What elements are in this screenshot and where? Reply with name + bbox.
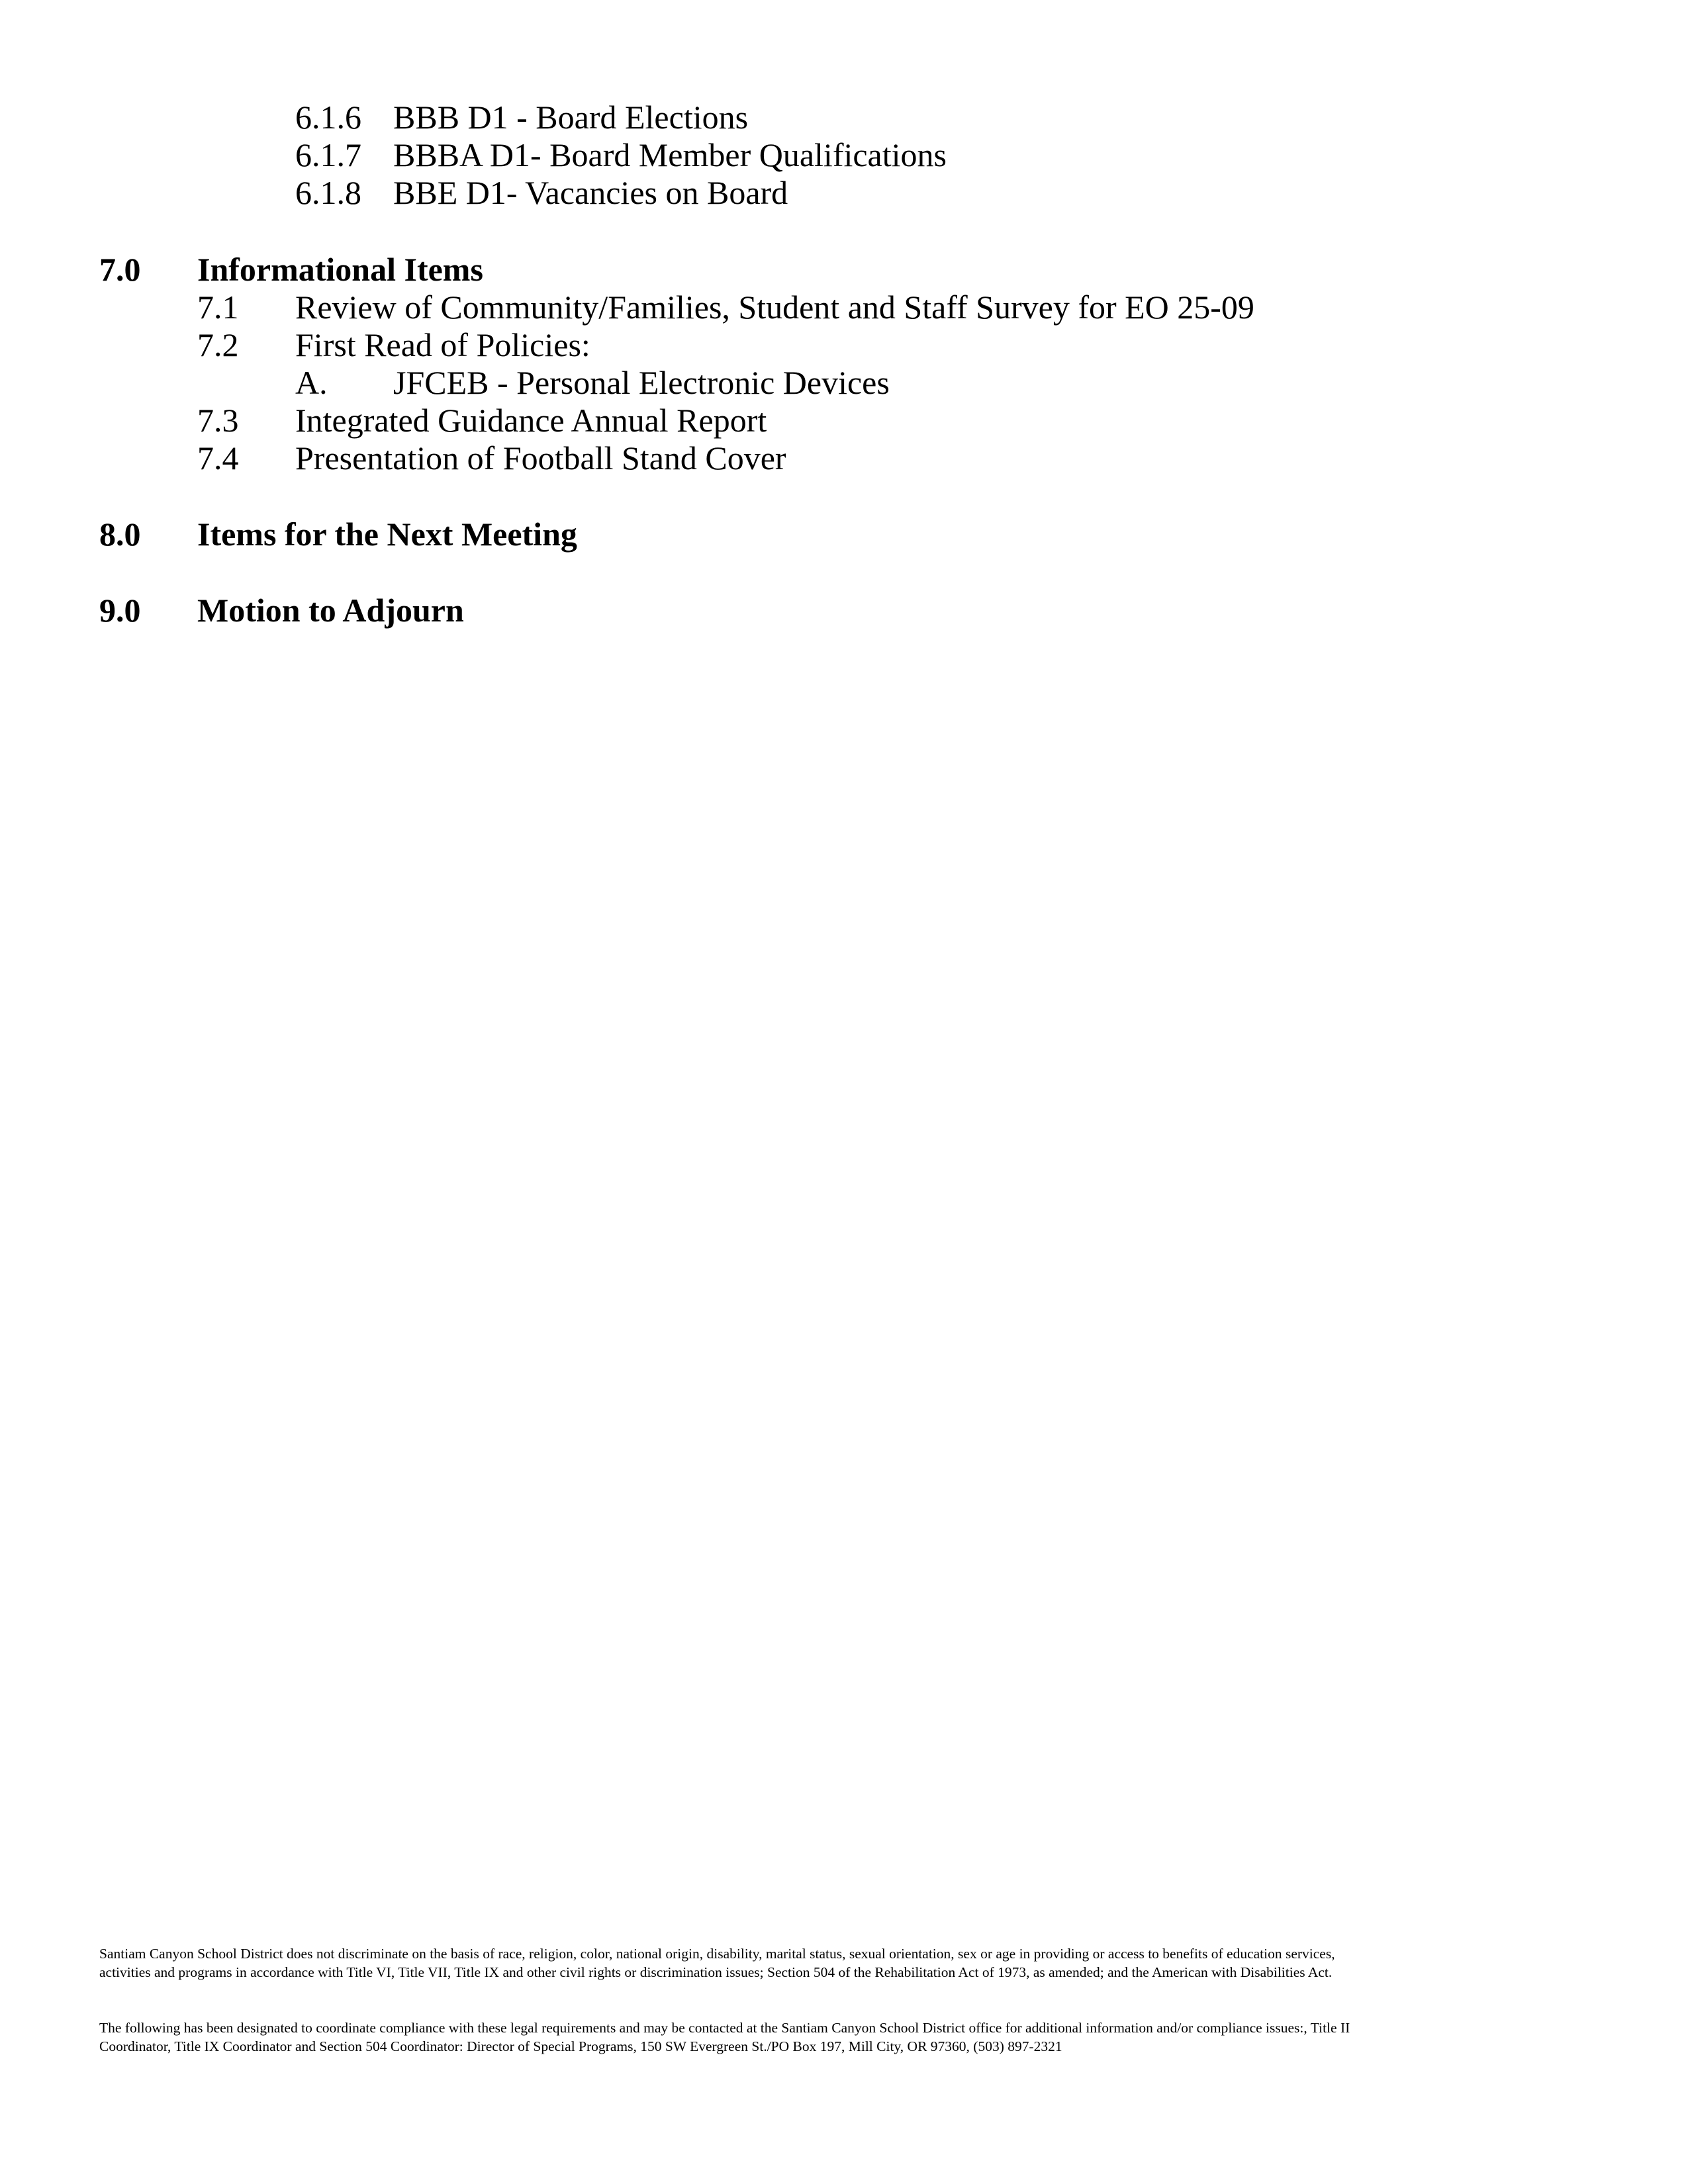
- notice-line: The following has been designated to coordinate compliance with these legal requirements and may be contacted at the Santiam Canyon School District office for additional information and/or compliance issues:, Title II: [99, 2020, 1350, 2036]
- notice-line: Coordinator, Title IX Coordinator and Section 504 Coordinator: Director of Special Programs, 150 SW Evergreen St./PO Box 197, Mill City, OR 97360, (503) 897-2321: [99, 2038, 1062, 2054]
- item-number: 6.1.8: [295, 174, 361, 211]
- item-text: BBE D1- Vacancies on Board: [393, 174, 788, 211]
- section-number: 9.0: [99, 592, 141, 629]
- notice-line: Santiam Canyon School District does not discriminate on the basis of race, religion, color, national origin, disability, marital status, sexual orientation, sex or age in providing or access to benefits of education services,: [99, 1946, 1335, 1962]
- section-number: 7.0: [99, 251, 141, 288]
- item-number: 7.3: [197, 402, 239, 439]
- section-number: 8.0: [99, 516, 141, 553]
- item-text: JFCEB - Personal Electronic Devices: [393, 364, 890, 401]
- notice-line: activities and programs in accordance with Title VI, Title VII, Title IX and other civil rights or discrimination issues; Section 504 of the Rehabilitation Act of 1973, as amended; and the American with Disabilities Act.: [99, 1964, 1333, 1980]
- section-title: Informational Items: [197, 251, 483, 288]
- section-title: Motion to Adjourn: [197, 592, 464, 629]
- compliance-notice: [99, 2019, 1582, 2056]
- item-number: 6.1.7: [295, 136, 361, 173]
- item-number: 7.2: [197, 326, 239, 363]
- section-title: Items for the Next Meeting: [197, 516, 577, 553]
- item-number: 7.4: [197, 439, 239, 477]
- item-number: 6.1.6: [295, 99, 361, 136]
- nondiscrimination-notice: [99, 1944, 1582, 1981]
- item-number: 7.1: [197, 289, 239, 326]
- item-text: Presentation of Football Stand Cover: [295, 439, 786, 477]
- item-text: First Read of Policies:: [295, 326, 590, 363]
- item-text: BBBA D1- Board Member Qualifications: [393, 136, 947, 173]
- item-text: Integrated Guidance Annual Report: [295, 402, 767, 439]
- item-text: BBB D1 - Board Elections: [393, 99, 749, 136]
- item-letter: A.: [295, 364, 328, 401]
- item-text: Review of Community/Families, Student and Staff Survey for EO 25-09: [295, 289, 1254, 326]
